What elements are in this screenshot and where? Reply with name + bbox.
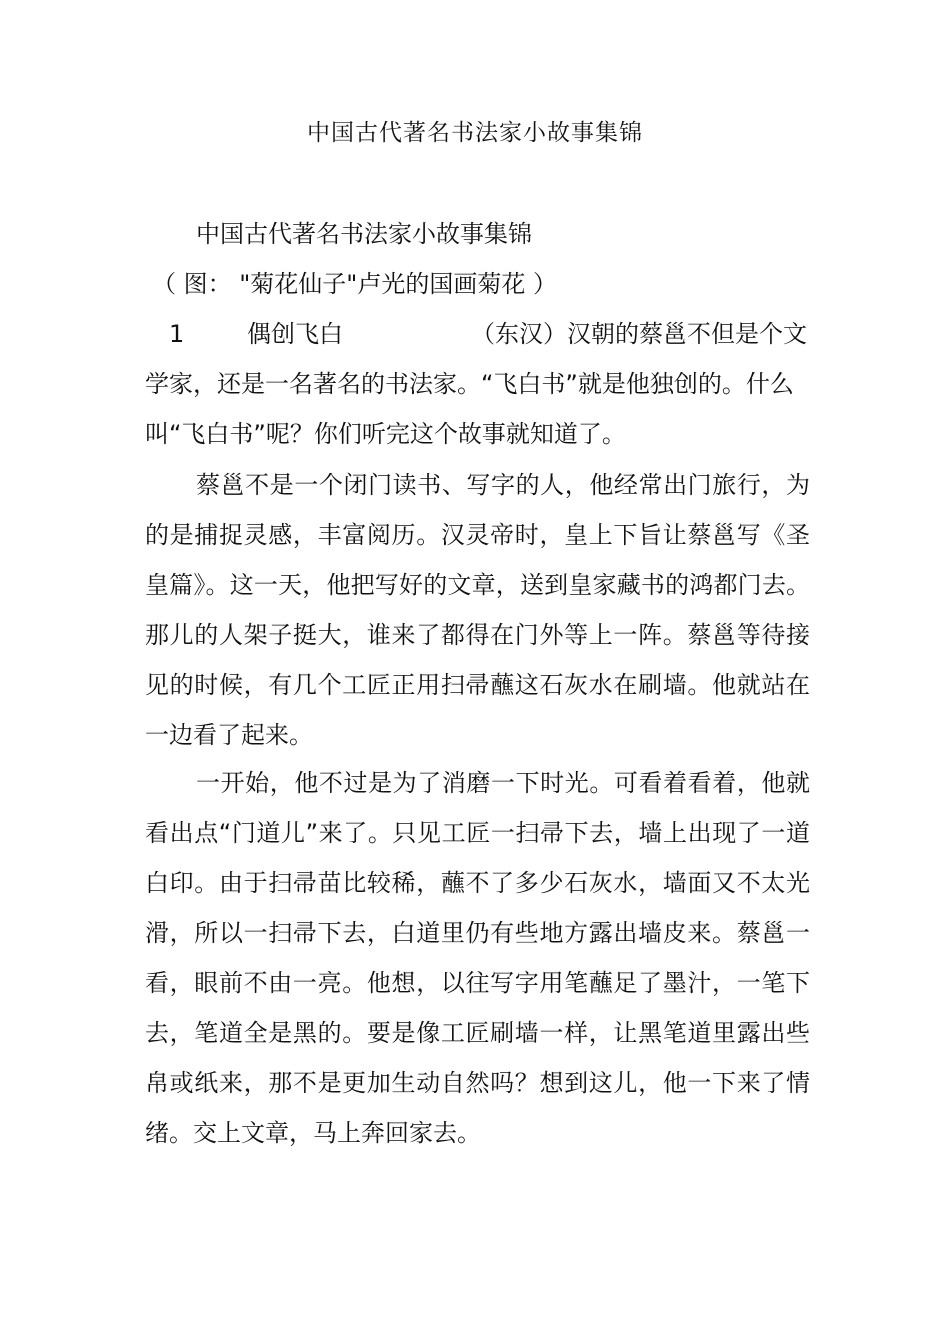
body-paragraph: 蔡邕不是一个闭门读书、写字的人，他经常出门旅行，为的是捕捉灵感，丰富阅历。汉灵帝时，皇上下旨让蔡邕写《圣皇篇》。这一天，他把写好的文章，送到皇家藏书的鸿都门去。那儿的人架子挺大，谁来了都得在门外等上一阵。蔡邕等待接见的时候，有几个工匠正用扫帚蘸这石灰水在刷墙。他就站在一边看了起来。 [145, 471, 810, 749]
story-section [145, 309, 810, 459]
story-number: 1 [169, 320, 185, 348]
document-title: 中国古代著名书法家小故事集锦 [307, 120, 643, 146]
body-paragraph: 一开始，他不过是为了消磨一下时光。可看着看着，他就看出点“门道儿”来了。只见工匠一扫帚下去，墙上出现了一道白印。由于扫帚苗比较稀，蘸不了多少石灰水，墙面又不太光滑，所以一扫帚下去，白道里仍有些地方露出墙皮来。蔡邕一看，眼前不由一亮。他想，以往写字用笔蘸足了墨汁，一笔下去，笔道全是黑的。要是像工匠刷墙一样，让黑笔道里露出些帛或纸来，那不是更加生动自然吗？想到这儿，他一下来了情绪。交上文章，马上奔回家去。 [145, 769, 810, 1147]
story-intro: （东汉）汉朝的蔡邕不但是个文学家，还是一名著名的书法家。“飞白书”就是他独创的。什么叫“飞白书”呢？你们听完这个故事就知道了。 [145, 320, 807, 448]
story-heading: 偶创飞白 [247, 320, 343, 348]
document-subtitle: 中国古代著名书法家小故事集锦 [196, 220, 532, 248]
image-caption: （ 图： "菊花仙子"卢光的国画菊花 ） [152, 270, 557, 298]
